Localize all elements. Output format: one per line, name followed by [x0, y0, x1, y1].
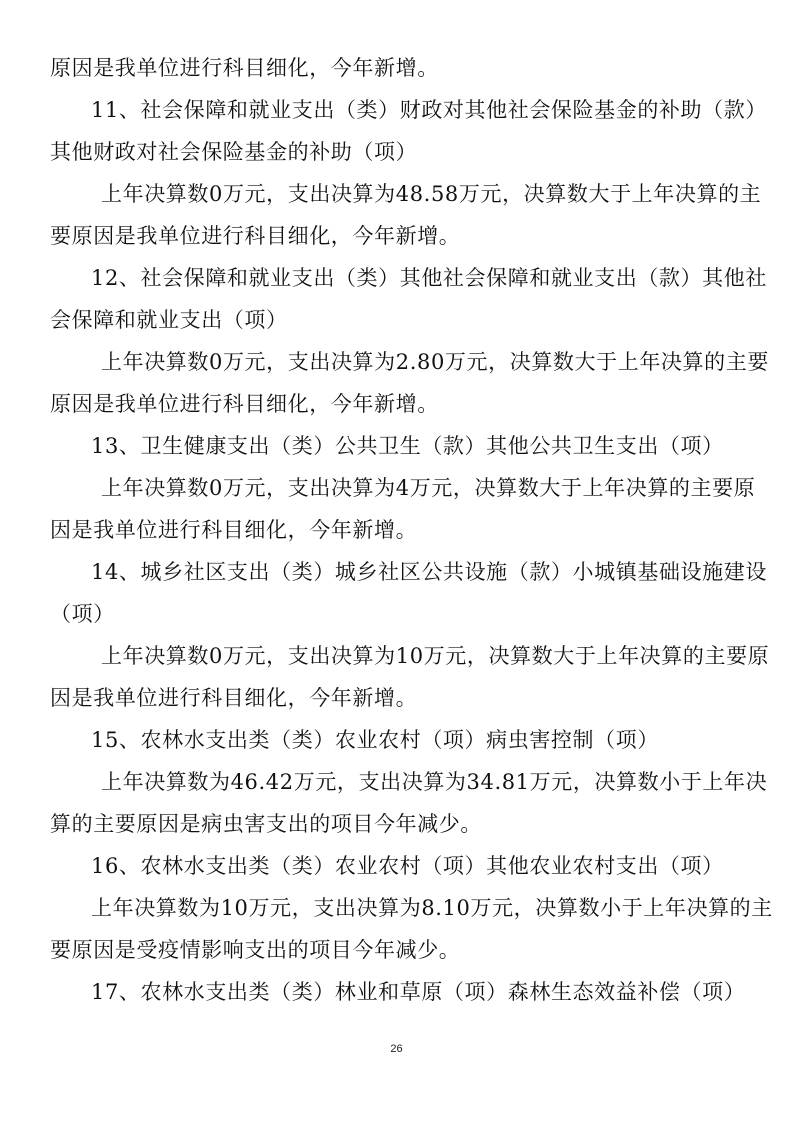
- text-line-5: 要原因是我单位进行科目细化，今年新增。: [50, 224, 461, 248]
- text-line-15: 上年决算数0万元，支出决算为10万元，决算数大于上年决算的主要原: [101, 644, 770, 668]
- text-line-7: 会保障和就业支出（项）: [50, 308, 288, 332]
- text-line-10: 13、卫生健康支出（类）公共卫生（款）其他公共卫生支出（项）: [91, 434, 724, 458]
- text-line-12: 因是我单位进行科目细化，今年新增。: [50, 518, 418, 542]
- text-line-18: 上年决算数为46.42万元，支出决算为34.81万元，决算数小于上年决: [101, 770, 768, 794]
- text-line-11: 上年决算数0万元，支出决算为4万元，决算数大于上年决算的主要原: [101, 476, 756, 500]
- text-line-4: 上年决算数0万元，支出决算为48.58万元，决算数大于上年决算的主: [101, 182, 762, 206]
- text-line-21: 上年决算数为10万元，支出决算为8.10万元，决算数小于上年决算的主: [91, 896, 773, 920]
- text-line-19: 算的主要原因是病虫害支出的项目今年减少。: [50, 812, 482, 836]
- text-line-14: （项）: [50, 602, 115, 626]
- text-line-9: 原因是我单位进行科目细化，今年新增。: [50, 392, 439, 416]
- text-line-23: 17、农林水支出类（类）林业和草原（项）森林生态效益补偿（项）: [91, 980, 746, 1004]
- page-number: 26: [390, 1043, 403, 1055]
- text-line-17: 15、农林水支出类（类）农业农村（项）病虫害控制（项）: [91, 728, 659, 752]
- text-line-8: 上年决算数0万元，支出决算为2.80万元，决算数大于上年决算的主要: [101, 350, 769, 374]
- text-line-20: 16、农林水支出类（类）农业农村（项）其他农业农村支出（项）: [91, 854, 724, 878]
- text-line-2: 11、社会保障和就业支出（类）财政对其他社会保险基金的补助（款）: [91, 98, 767, 122]
- text-line-6: 12、社会保障和就业支出（类）其他社会保障和就业支出（款）其他社: [91, 266, 767, 290]
- text-line-3: 其他财政对社会保险基金的补助（项）: [50, 140, 418, 164]
- text-line-22: 要原因是受疫情影响支出的项目今年减少。: [50, 938, 461, 962]
- text-line-16: 因是我单位进行科目细化，今年新增。: [50, 686, 418, 710]
- text-line-1: 原因是我单位进行科目细化，今年新增。: [50, 56, 439, 80]
- text-line-13: 14、城乡社区支出（类）城乡社区公共设施（款）小城镇基础设施建设: [91, 560, 767, 584]
